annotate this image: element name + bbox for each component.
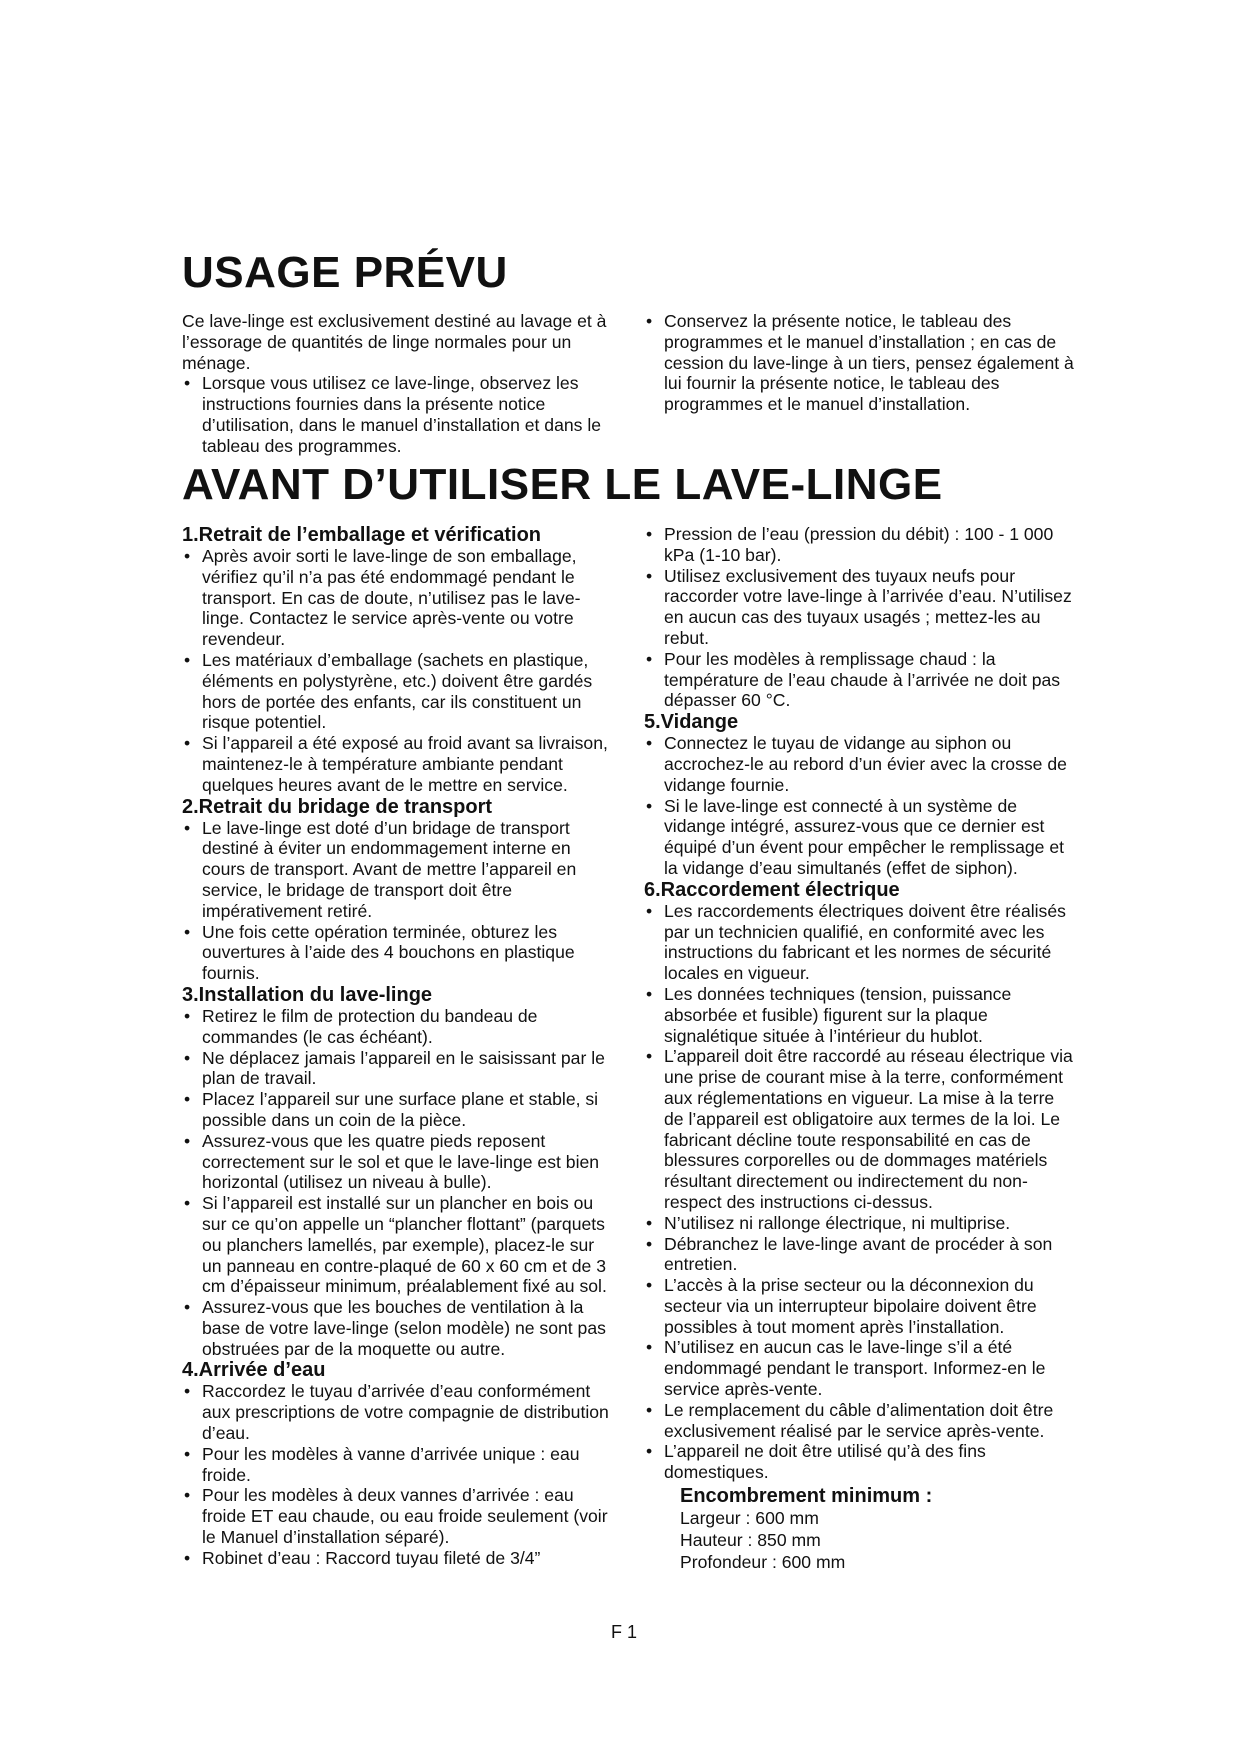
section-list — [644, 733, 1076, 879]
list-item: • L’appareil doit être raccordé au réseau électrique via une prise de courant mise à la terre, conformément aux réglementations en vigueur. La mise à la terre de l’appareil est obligatoire aux termes de la loi. Le fabricant décline toute responsabilité en cas de blessures corporelles ou de dommages matériels résultant directement ou indirectement du non-respect des instructions ci-dessus. — [644, 1046, 1076, 1212]
section-heading: 6.Raccordement électrique — [644, 878, 900, 901]
section-list — [182, 1381, 612, 1568]
list-item: • L’appareil ne doit être utilisé qu’à des fins domestiques. — [644, 1441, 1076, 1483]
avant-title: AVANT D’UTILISER LE LAVE-LINGE — [182, 460, 943, 509]
list-item: • L’accès à la prise secteur ou la déconnexion du secteur via un interrupteur bipolaire doivent être possibles à tout moment après l’installation. — [644, 1275, 1076, 1337]
list-item: • Si l’appareil est installé sur un plancher en bois ou sur ce qu’on appelle un “plancher flottant” (parquets ou planchers lamellés, par exemple), placez-le sur un panneau en contre-plaqué de 60 x 60 cm et de 3 cm d’épaisseur minimum, préalablement fixé au sol. — [182, 1193, 612, 1297]
usage-left-list — [182, 373, 612, 456]
section-list — [182, 546, 612, 796]
usage-right-column — [644, 311, 1076, 415]
avant-left-column — [182, 524, 612, 1569]
list-item: • Pour les modèles à deux vannes d’arrivée : eau froide ET eau chaude, ou eau froide seulement (voir le Manuel d’installation séparé). — [182, 1485, 612, 1547]
section-heading: 5.Vidange — [644, 711, 739, 734]
encombrement-row: Hauteur : 850 mm — [680, 1530, 821, 1551]
usage-left-column — [182, 311, 612, 457]
list-item: • Une fois cette opération terminée, obturez les ouvertures à l’aide des 4 bouchons en plastique fournis. — [182, 922, 612, 984]
encombrement-row: Profondeur : 600 mm — [680, 1552, 846, 1573]
list-item: • Placez l’appareil sur une surface plane et stable, si possible dans un coin de la pièce. — [182, 1089, 612, 1131]
list-item: • Retirez le film de protection du bandeau de commandes (le cas échéant). — [182, 1006, 612, 1048]
list-item: • N’utilisez ni rallonge électrique, ni multiprise. — [644, 1213, 1076, 1234]
list-item: • Pour les modèles à remplissage chaud : la température de l’eau chaude à l’arrivée ne doit pas dépasser 60 °C. — [644, 649, 1076, 711]
list-item: • Si l’appareil a été exposé au froid avant sa livraison, maintenez-le à température ambiante pendant quelques heures avant de le mettre en service. — [182, 733, 612, 795]
list-item: • Lorsque vous utilisez ce lave-linge, observez les instructions fournies dans la présente notice d’utilisation, dans le manuel d’installation et dans le tableau des programmes. — [182, 373, 612, 456]
avant-right-column — [644, 524, 1076, 1573]
section-heading: 3.Installation du lave-linge — [182, 983, 433, 1006]
list-item: • Conservez la présente notice, le tableau des programmes et le manuel d’installation ; en cas de cession du lave-linge à un tiers, pensez également à lui fournir la présente notice, le tableau des programmes et le manuel d’installation. — [644, 311, 1076, 415]
list-item: • Ne déplacez jamais l’appareil en le saisissant par le plan de travail. — [182, 1048, 612, 1090]
list-item: • Pression de l’eau (pression du débit) : 100 - 1 000 kPa (1-10 bar). — [644, 524, 1076, 566]
section-heading: 2.Retrait du bridage de transport — [182, 795, 493, 818]
section-heading: 1.Retrait de l’emballage et vérification — [182, 524, 542, 546]
usage-intro: Ce lave-linge est exclusivement destiné au lavage et à l’essorage de quantités de linge normales pour un ménage. — [182, 311, 607, 373]
list-item: • Les données techniques (tension, puissance absorbée et fusible) figurent sur la plaque signalétique située à l’intérieur du hublot. — [644, 984, 1076, 1046]
section-list — [182, 818, 612, 984]
section-heading: 4.Arrivée d’eau — [182, 1359, 326, 1382]
usage-right-list — [644, 311, 1076, 415]
section-list — [182, 1006, 612, 1360]
encombrement-row: Largeur : 600 mm — [680, 1508, 819, 1529]
list-item: • Connectez le tuyau de vidange au siphon ou accrochez-le au rebord d’un évier avec la crosse de vidange fournie. — [644, 733, 1076, 795]
list-item: • Les raccordements électriques doivent être réalisés par un technicien qualifié, en conformité avec les instructions du fabricant et les normes de sécurité locales en vigueur. — [644, 901, 1076, 984]
list-item: • Le remplacement du câble d’alimentation doit être exclusivement réalisé par le service après-vente. — [644, 1400, 1076, 1442]
list-item: • Assurez-vous que les bouches de ventilation à la base de votre lave-linge (selon modèle) ne sont pas obstruées par de la moquette ou autre. — [182, 1297, 612, 1359]
page-number: F 1 — [611, 1622, 638, 1642]
encombrement-block — [644, 1485, 1076, 1573]
encombrement-title: Encombrement minimum : — [680, 1485, 933, 1508]
list-item: • Pour les modèles à vanne d’arrivée unique : eau froide. — [182, 1444, 612, 1486]
usage-title: USAGE PRÉVU — [182, 248, 508, 297]
section-list — [644, 901, 1076, 1483]
list-item: • Débranchez le lave-linge avant de procéder à son entretien. — [644, 1234, 1076, 1276]
list-item: • Robinet d’eau : Raccord tuyau fileté de 3/4” — [182, 1548, 612, 1569]
list-item: • Le lave-linge est doté d’un bridage de transport destiné à éviter un endommagement interne en cours de transport. Avant de mettre l’appareil en service, le bridage de transport doit être impérativement retiré. — [182, 818, 612, 922]
list-item: • Si le lave-linge est connecté à un système de vidange intégré, assurez-vous que ce dernier est équipé d’un évent pour empêcher le remplissage et la vidange d’eau simultanés (effet de siphon). — [644, 796, 1076, 879]
list-item: • Après avoir sorti le lave-linge de son emballage, vérifiez qu’il n’a pas été endommagé pendant le transport. En cas de doute, n’utilisez pas le lave-linge. Contactez le service après-vente ou votre revendeur. — [182, 546, 612, 650]
list-item: • N’utilisez en aucun cas le lave-linge s’il a été endommagé pendant le transport. Informez-en le service après-vente. — [644, 1337, 1076, 1399]
list-item: • Assurez-vous que les quatre pieds reposent correctement sur le sol et que le lave-linge est bien horizontal (utilisez un niveau à bulle). — [182, 1131, 612, 1193]
list-item: • Les matériaux d’emballage (sachets en plastique, éléments en polystyrène, etc.) doivent être gardés hors de portée des enfants, car ils constituent un risque potentiel. — [182, 650, 612, 733]
list-item: • Utilisez exclusivement des tuyaux neufs pour raccorder votre lave-linge à l’arrivée d’eau. N’utilisez en aucun cas des tuyaux usagés ; mettez-les au rebut. — [644, 566, 1076, 649]
list-item: • Raccordez le tuyau d’arrivée d’eau conformément aux prescriptions de votre compagnie de distribution d’eau. — [182, 1381, 612, 1443]
section-list — [644, 524, 1076, 711]
